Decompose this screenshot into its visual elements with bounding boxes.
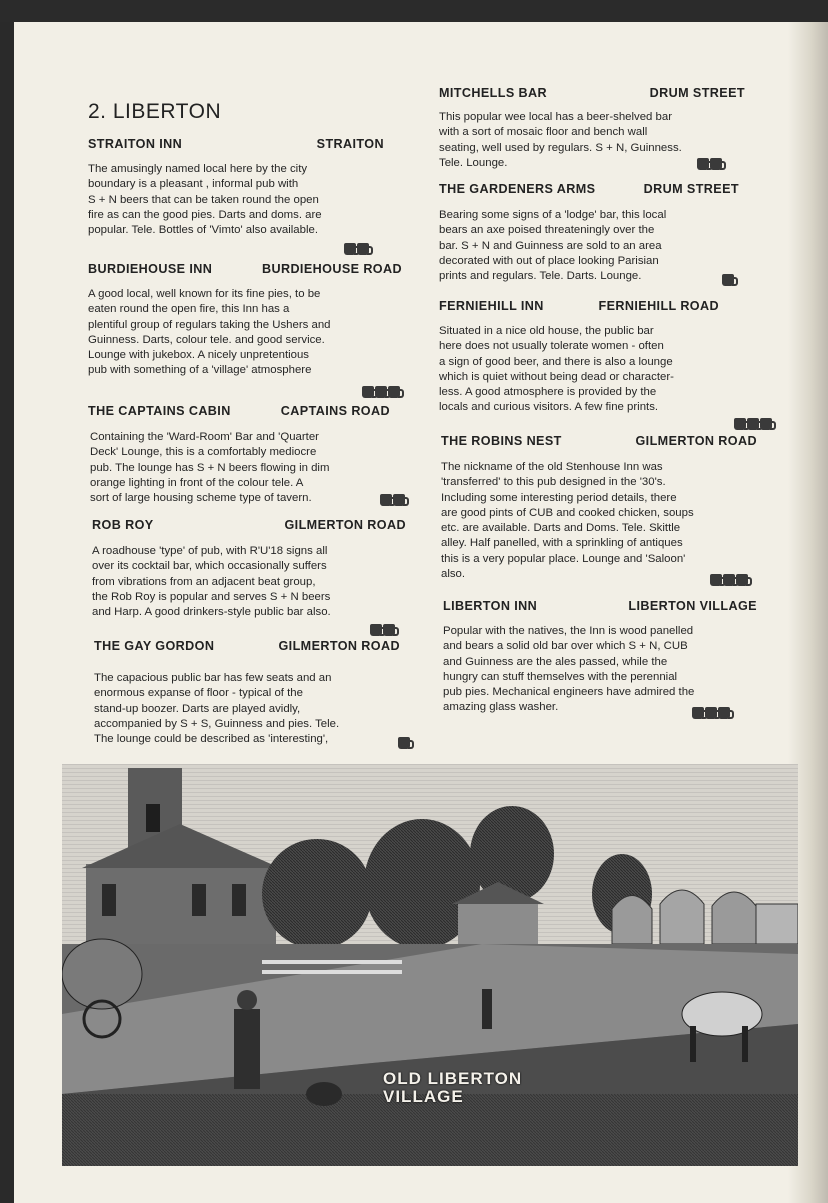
rating-mugs [344, 243, 369, 255]
caption-line-2: VILLAGE [383, 1087, 464, 1106]
entry-title [94, 639, 400, 653]
entry-title [441, 434, 757, 448]
beer-mug-icon [722, 274, 734, 286]
pub-street: DRUM STREET [649, 86, 745, 100]
pub-name: FERNIEHILL INN [439, 299, 544, 313]
rating-mugs [722, 274, 734, 286]
beer-mug-icon [718, 707, 730, 719]
caption-line-1: OLD LIBERTON [383, 1069, 523, 1088]
rating-mugs [362, 386, 400, 398]
beer-mug-icon [734, 418, 746, 430]
beer-mug-icon [357, 243, 369, 255]
beer-mug-icon [344, 243, 356, 255]
pub-street: DRUM STREET [643, 182, 739, 196]
pub-street: LIBERTON VILLAGE [628, 599, 757, 613]
entry-title [92, 518, 406, 532]
pub-name: MITCHELLS BAR [439, 86, 548, 100]
section-heading: 2. LIBERTON [88, 100, 222, 123]
entry-title [443, 599, 757, 613]
entry-body: The nickname of the old Stenhouse Inn was 'transferred' to this pub designed in the '30's. Including some interesting period details, there are good pints of CUB and cooked chicken, soups etc. are available. Darts and Doms. Tele. Skittle alley. Half panelled, with a sprinkling of antiques this is a very popular place. Lounge and 'Saloon' also. [441, 461, 694, 581]
entry-body: This popular wee local has a beer-shelved bar with a sort of mosaic floor and bench wall seating, well used by regulars. S + N, Guinness. Tele. Lounge. [439, 111, 682, 169]
entry-body: The amusingly named local here by the city boundary is a pleasant , informal pub with S + N beers that can be taken round the open fire as can the good pies. Darts and doms. are popular. Tele. Bottles of 'Vimto' also available. [88, 163, 322, 237]
beer-mug-icon [747, 418, 759, 430]
beer-mug-icon [692, 707, 704, 719]
beer-mug-icon [398, 737, 410, 749]
rating-mugs [734, 418, 772, 430]
rating-mugs [398, 737, 410, 749]
beer-mug-icon [375, 386, 387, 398]
entry-body: A good local, well known for its fine pies, to be eaten round the open fire, this Inn has a plentiful group of regulars taking the Ushers and Guinness. Darts, colour tele. and good service. Lounge with jukebox. A nicely unpretentious pub with something of a 'village' atmosphere [88, 288, 331, 377]
beer-mug-icon [380, 494, 392, 506]
rating-mugs [380, 494, 405, 506]
pub-name: THE CAPTAINS CABIN [88, 404, 231, 418]
beer-mug-icon [362, 386, 374, 398]
beer-mug-icon [736, 574, 748, 586]
pub-name: THE GAY GORDON [94, 639, 215, 653]
pub-name: THE GARDENERS ARMS [439, 182, 596, 196]
beer-mug-icon [760, 418, 772, 430]
entry-title [439, 86, 745, 100]
rating-mugs [370, 624, 395, 636]
pub-street: BURDIEHOUSE ROAD [261, 262, 402, 276]
pub-street: FERNIEHILL ROAD [598, 299, 719, 313]
village-engraving [62, 764, 798, 1166]
entry-title [439, 182, 739, 196]
pub-street: GILMERTON ROAD [284, 518, 406, 532]
rating-mugs [697, 158, 722, 170]
entry-title [88, 262, 402, 276]
pub-street: STRAITON [316, 137, 384, 151]
entry-body: A roadhouse 'type' of pub, with R'U'18 signs all over its cocktail bar, which occasionally suffers from vibrations from an adjacent beat group, the Rob Roy is popular and serves S + N beers and Harp. A good drinkers-style public bar also. [92, 545, 331, 619]
entry-title [88, 404, 390, 418]
illustration-caption [383, 1070, 522, 1106]
rating-mugs [692, 707, 730, 719]
entry-body: Popular with the natives, the Inn is wood panelled and bears a solid old bar over which S + N, CUB and Guinness are the ales passed, while the hungry can stuff themselves with the perennial pub pies. Mechanical engineers have admired the amazing glass washer. [443, 625, 695, 714]
entry-body: Situated in a nice old house, the public bar here does not usually tolerate women - often a sign of good beer, and there is also a lounge which is quiet without being dead or character- less. A good atmosphere is provided by the locals and curious visitors. A few fine prints. [439, 325, 674, 414]
beer-mug-icon [383, 624, 395, 636]
top-bar [0, 0, 828, 22]
rating-mugs [710, 574, 748, 586]
entry-title [439, 299, 719, 313]
entry-body: The capacious public bar has few seats and an enormous expanse of floor - typical of the stand-up boozer. Darts are played avidly, accompanied by S + S, Guinness and pies. Tele. The lounge could be described as 'interesting', [94, 672, 340, 746]
entry-body: Containing the 'Ward-Room' Bar and 'Quarter Deck' Lounge, this is a comfortably mediocre pub. The lounge has S + N beers flowing in dim orange lighting in front of the colour tele. A sort of large housing scheme type of tavern. [90, 431, 330, 505]
pub-name: THE ROBINS NEST [441, 434, 562, 448]
beer-mug-icon [710, 574, 722, 586]
pub-street: GILMERTON ROAD [278, 639, 400, 653]
pub-name: ROB ROY [92, 518, 154, 532]
beer-mug-icon [705, 707, 717, 719]
entry-title [88, 137, 384, 151]
entry-body: Bearing some signs of a 'lodge' bar, this local bears an axe poised threateningly over the bar. S + N and Guinness are sold to an area decorated with out of place looking Parisian prints and regulars. Tele. Darts. Lounge. [439, 209, 667, 283]
pub-name: LIBERTON INN [443, 599, 538, 613]
pub-name: STRAITON INN [88, 137, 183, 151]
beer-mug-icon [388, 386, 400, 398]
beer-mug-icon [710, 158, 722, 170]
pub-street: GILMERTON ROAD [635, 434, 757, 448]
pub-street: CAPTAINS ROAD [280, 404, 390, 418]
beer-mug-icon [393, 494, 405, 506]
beer-mug-icon [370, 624, 382, 636]
beer-mug-icon [723, 574, 735, 586]
pub-name: BURDIEHOUSE INN [88, 262, 213, 276]
beer-mug-icon [697, 158, 709, 170]
